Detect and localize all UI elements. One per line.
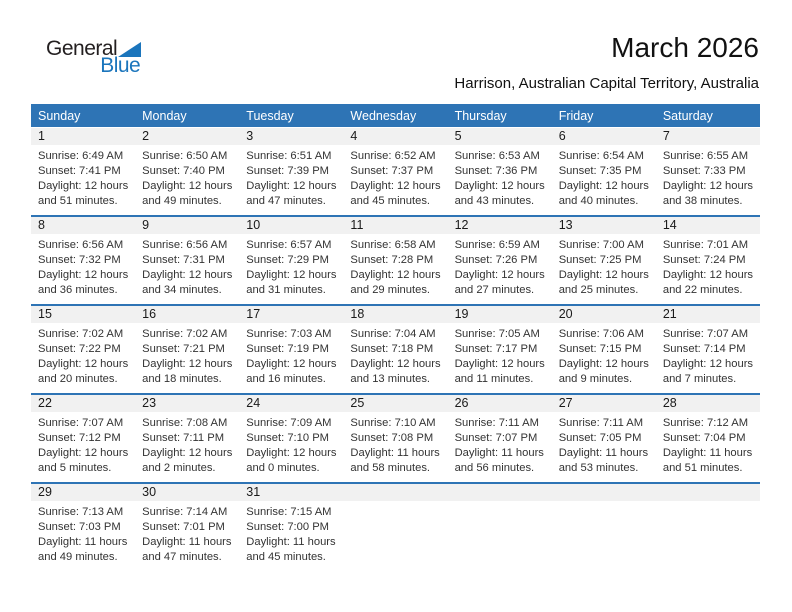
day-number: 30 — [135, 484, 239, 501]
day-cell-21 — [656, 306, 760, 393]
daylight-line-1: Daylight: 12 hours — [38, 357, 129, 370]
daylight-line-2: and 22 minutes. — [662, 283, 743, 296]
day-cell-22 — [31, 395, 135, 482]
daylight-line-1: Daylight: 12 hours — [350, 179, 441, 192]
day-cell-24 — [239, 395, 343, 482]
day-details — [552, 501, 656, 571]
daylight-line-1: Daylight: 12 hours — [454, 179, 545, 192]
day-details — [135, 323, 239, 393]
daylight-line-2: and 53 minutes. — [558, 461, 639, 474]
day-number: 4 — [343, 128, 447, 145]
daylight-line-1: Daylight: 12 hours — [454, 268, 545, 281]
daylight-line-2: and 11 minutes. — [454, 372, 534, 385]
daylight-line-1: Daylight: 11 hours — [662, 446, 753, 459]
sunrise-line: Sunrise: 7:11 AM — [454, 417, 539, 429]
sunset-line: Sunset: 7:05 PM — [558, 431, 642, 444]
daylight-line-1: Daylight: 12 hours — [662, 179, 754, 192]
page-title: March 2026 — [611, 32, 759, 63]
daylight-line-1: Daylight: 12 hours — [558, 179, 649, 192]
week-row-3 — [31, 304, 760, 393]
sunrise-line: Sunrise: 6:56 AM — [142, 239, 228, 251]
day-number: 5 — [448, 128, 552, 145]
day-number: 9 — [135, 217, 239, 234]
sunrise-line: Sunrise: 6:54 AM — [558, 150, 644, 162]
sunrise-line: Sunrise: 7:02 AM — [142, 328, 228, 340]
day-cell-29 — [31, 484, 135, 571]
day-details — [135, 501, 239, 571]
day-cell-18 — [343, 306, 447, 393]
day-number: 18 — [343, 306, 447, 323]
daylight-line-1: Daylight: 11 hours — [142, 535, 232, 548]
day-cell-2 — [135, 128, 239, 215]
daylight-line-1: Daylight: 11 hours — [246, 535, 336, 548]
sunrise-line: Sunrise: 7:07 AM — [38, 417, 124, 429]
day-details — [135, 412, 239, 482]
sunset-line: Sunset: 7:29 PM — [246, 253, 329, 266]
day-number: 17 — [239, 306, 343, 323]
day-details — [343, 145, 447, 215]
day-cell-7 — [656, 128, 760, 215]
day-number: 22 — [31, 395, 135, 412]
day-cell-11 — [343, 217, 447, 304]
daylight-line-1: Daylight: 12 hours — [142, 268, 233, 281]
day-details — [31, 412, 135, 482]
daylight-line-2: and 45 minutes. — [246, 550, 326, 563]
day-details — [448, 501, 552, 571]
day-number: 14 — [656, 217, 760, 234]
day-number: 20 — [552, 306, 656, 323]
daylight-line-1: Daylight: 12 hours — [142, 446, 233, 459]
daylight-line-2: and 36 minutes. — [38, 283, 118, 296]
day-cell-empty — [448, 484, 552, 571]
day-number: 13 — [552, 217, 656, 234]
day-details — [31, 323, 135, 393]
sunset-line: Sunset: 7:31 PM — [142, 253, 225, 266]
sunrise-line: Sunrise: 7:13 AM — [38, 506, 124, 518]
sunset-line: Sunset: 7:39 PM — [246, 164, 329, 177]
sunrise-line: Sunrise: 6:58 AM — [350, 239, 436, 251]
day-number: 21 — [656, 306, 760, 323]
day-cell-13 — [552, 217, 656, 304]
daylight-line-1: Daylight: 12 hours — [38, 268, 129, 281]
sunset-line: Sunset: 7:26 PM — [454, 253, 538, 266]
day-details — [448, 145, 552, 215]
weekday-header-monday: Monday — [142, 108, 187, 123]
sunrise-line: Sunrise: 6:55 AM — [662, 150, 749, 162]
day-details — [239, 501, 343, 571]
sunset-line: Sunset: 7:17 PM — [454, 342, 538, 355]
sunset-line: Sunset: 7:40 PM — [142, 164, 225, 177]
calendar — [31, 104, 760, 571]
day-details — [135, 234, 239, 304]
day-cell-5 — [448, 128, 552, 215]
sunset-line: Sunset: 7:28 PM — [350, 253, 434, 266]
sunrise-line: Sunrise: 6:53 AM — [454, 150, 540, 162]
sunrise-line: Sunrise: 7:14 AM — [142, 506, 228, 518]
sunrise-line: Sunrise: 7:05 AM — [454, 328, 540, 340]
sunrise-line: Sunrise: 7:10 AM — [350, 417, 436, 429]
sunset-line: Sunset: 7:21 PM — [142, 342, 225, 355]
day-cell-6 — [552, 128, 656, 215]
day-details — [656, 234, 760, 304]
day-details — [239, 323, 343, 393]
calendar-grid — [31, 128, 760, 571]
sunset-line: Sunset: 7:32 PM — [38, 253, 121, 266]
day-details — [448, 323, 552, 393]
week-row-1 — [31, 128, 760, 215]
day-details — [552, 323, 656, 393]
day-cell-25 — [343, 395, 447, 482]
daylight-line-2: and 2 minutes. — [142, 461, 216, 474]
sunset-line: Sunset: 7:15 PM — [558, 342, 642, 355]
sunset-line: Sunset: 7:11 PM — [142, 431, 225, 444]
sunset-line: Sunset: 7:37 PM — [350, 164, 434, 177]
day-details — [343, 234, 447, 304]
day-number: 16 — [135, 306, 239, 323]
sunrise-line: Sunrise: 6:59 AM — [454, 239, 540, 251]
daylight-line-2: and 58 minutes. — [350, 461, 431, 474]
day-number: 31 — [239, 484, 343, 501]
daylight-line-1: Daylight: 12 hours — [38, 446, 129, 459]
sunset-line: Sunset: 7:04 PM — [662, 431, 746, 444]
day-details — [552, 412, 656, 482]
day-details — [31, 234, 135, 304]
daylight-line-2: and 7 minutes. — [662, 372, 737, 385]
day-number: 29 — [31, 484, 135, 501]
day-cell-14 — [656, 217, 760, 304]
daylight-line-2: and 51 minutes. — [38, 194, 118, 207]
week-row-4 — [31, 393, 760, 482]
sunset-line: Sunset: 7:19 PM — [246, 342, 329, 355]
sunset-line: Sunset: 7:14 PM — [662, 342, 746, 355]
day-details — [239, 412, 343, 482]
daylight-line-1: Daylight: 12 hours — [454, 357, 545, 370]
sunrise-line: Sunrise: 7:06 AM — [558, 328, 644, 340]
daylight-line-1: Daylight: 12 hours — [246, 357, 337, 370]
daylight-line-1: Daylight: 12 hours — [142, 179, 233, 192]
day-details — [448, 234, 552, 304]
daylight-line-1: Daylight: 12 hours — [662, 357, 754, 370]
daylight-line-1: Daylight: 12 hours — [558, 268, 649, 281]
day-details — [656, 412, 760, 482]
sunrise-line: Sunrise: 7:04 AM — [350, 328, 436, 340]
daylight-line-2: and 51 minutes. — [662, 461, 743, 474]
day-details — [448, 412, 552, 482]
daylight-line-2: and 49 minutes. — [38, 550, 118, 563]
brand-name-blue: Blue — [100, 54, 141, 77]
day-number: 7 — [656, 128, 760, 145]
day-details — [552, 145, 656, 215]
weekday-header-wednesday: Wednesday — [350, 108, 417, 123]
sunrise-line: Sunrise: 7:03 AM — [246, 328, 332, 340]
sunset-line: Sunset: 7:10 PM — [246, 431, 329, 444]
sunset-line: Sunset: 7:35 PM — [558, 164, 642, 177]
sunset-line: Sunset: 7:25 PM — [558, 253, 642, 266]
daylight-line-1: Daylight: 12 hours — [246, 179, 337, 192]
sunrise-line: Sunrise: 7:08 AM — [142, 417, 228, 429]
page-subtitle: Harrison, Australian Capital Territory, Australia — [454, 75, 759, 92]
daylight-line-2: and 20 minutes. — [38, 372, 118, 385]
day-number — [343, 484, 447, 501]
day-cell-26 — [448, 395, 552, 482]
daylight-line-1: Daylight: 12 hours — [662, 268, 754, 281]
day-number: 25 — [343, 395, 447, 412]
weekday-header-tuesday: Tuesday — [246, 108, 294, 123]
day-number: 27 — [552, 395, 656, 412]
day-number — [448, 484, 552, 501]
sunset-line: Sunset: 7:22 PM — [38, 342, 121, 355]
day-cell-17 — [239, 306, 343, 393]
daylight-line-2: and 47 minutes. — [142, 550, 222, 563]
sunrise-line: Sunrise: 6:52 AM — [350, 150, 436, 162]
daylight-line-2: and 5 minutes. — [38, 461, 112, 474]
day-number: 28 — [656, 395, 760, 412]
daylight-line-2: and 45 minutes. — [350, 194, 431, 207]
sunrise-line: Sunrise: 6:50 AM — [142, 150, 228, 162]
day-cell-empty — [656, 484, 760, 571]
day-cell-23 — [135, 395, 239, 482]
daylight-line-2: and 49 minutes. — [142, 194, 222, 207]
day-details — [656, 501, 760, 571]
day-cell-empty — [343, 484, 447, 571]
day-number: 19 — [448, 306, 552, 323]
day-number — [552, 484, 656, 501]
day-number: 1 — [31, 128, 135, 145]
daylight-line-1: Daylight: 11 hours — [558, 446, 649, 459]
week-row-5 — [31, 482, 760, 571]
weekday-header-sunday: Sunday — [38, 108, 81, 123]
daylight-line-1: Daylight: 11 hours — [350, 446, 440, 459]
sunset-line: Sunset: 7:07 PM — [454, 431, 538, 444]
day-number: 10 — [239, 217, 343, 234]
day-cell-15 — [31, 306, 135, 393]
sunset-line: Sunset: 7:03 PM — [38, 520, 121, 533]
day-details — [343, 501, 447, 571]
day-details — [135, 145, 239, 215]
sunset-line: Sunset: 7:08 PM — [350, 431, 434, 444]
sunrise-line: Sunrise: 7:12 AM — [662, 417, 749, 429]
daylight-line-1: Daylight: 12 hours — [558, 357, 649, 370]
day-cell-empty — [552, 484, 656, 571]
sunrise-line: Sunrise: 6:57 AM — [246, 239, 332, 251]
day-number: 8 — [31, 217, 135, 234]
sunset-line: Sunset: 7:36 PM — [454, 164, 538, 177]
sunset-line: Sunset: 7:01 PM — [142, 520, 225, 533]
daylight-line-2: and 16 minutes. — [246, 372, 326, 385]
day-number: 26 — [448, 395, 552, 412]
daylight-line-2: and 0 minutes. — [246, 461, 320, 474]
day-details — [343, 412, 447, 482]
daylight-line-1: Daylight: 12 hours — [350, 268, 441, 281]
day-cell-28 — [656, 395, 760, 482]
brand-logo — [46, 38, 141, 76]
sunset-line: Sunset: 7:12 PM — [38, 431, 121, 444]
day-cell-1 — [31, 128, 135, 215]
day-details — [239, 145, 343, 215]
day-details — [31, 501, 135, 571]
daylight-line-2: and 29 minutes. — [350, 283, 431, 296]
day-cell-12 — [448, 217, 552, 304]
day-number — [656, 484, 760, 501]
day-cell-8 — [31, 217, 135, 304]
weekday-header-thursday: Thursday — [454, 108, 507, 123]
day-details — [656, 145, 760, 215]
sunrise-line: Sunrise: 7:01 AM — [662, 239, 749, 251]
daylight-line-1: Daylight: 12 hours — [246, 268, 337, 281]
daylight-line-2: and 34 minutes. — [142, 283, 222, 296]
daylight-line-2: and 9 minutes. — [558, 372, 633, 385]
brand-name-general: General — [46, 37, 118, 60]
sunset-line: Sunset: 7:18 PM — [350, 342, 434, 355]
week-row-2 — [31, 215, 760, 304]
header-titles — [454, 32, 759, 92]
day-cell-10 — [239, 217, 343, 304]
daylight-line-2: and 27 minutes. — [454, 283, 535, 296]
day-details — [552, 234, 656, 304]
sunrise-line: Sunrise: 6:56 AM — [38, 239, 124, 251]
daylight-line-2: and 43 minutes. — [454, 194, 535, 207]
day-cell-9 — [135, 217, 239, 304]
day-number: 6 — [552, 128, 656, 145]
day-number: 2 — [135, 128, 239, 145]
day-details — [343, 323, 447, 393]
day-number: 11 — [343, 217, 447, 234]
day-number: 12 — [448, 217, 552, 234]
day-details — [31, 145, 135, 215]
day-number: 15 — [31, 306, 135, 323]
weekday-header-friday: Friday — [558, 108, 594, 123]
day-details — [239, 234, 343, 304]
day-details — [656, 323, 760, 393]
weekday-header-row — [31, 104, 760, 127]
sunset-line: Sunset: 7:33 PM — [662, 164, 746, 177]
day-cell-16 — [135, 306, 239, 393]
day-cell-20 — [552, 306, 656, 393]
sunrise-line: Sunrise: 6:51 AM — [246, 150, 332, 162]
daylight-line-2: and 13 minutes. — [350, 372, 431, 385]
day-cell-31 — [239, 484, 343, 571]
daylight-line-1: Daylight: 12 hours — [350, 357, 441, 370]
sunrise-line: Sunrise: 7:02 AM — [38, 328, 124, 340]
sunset-line: Sunset: 7:24 PM — [662, 253, 746, 266]
daylight-line-1: Daylight: 11 hours — [38, 535, 128, 548]
sunrise-line: Sunrise: 7:15 AM — [246, 506, 332, 518]
daylight-line-2: and 47 minutes. — [246, 194, 326, 207]
daylight-line-1: Daylight: 12 hours — [246, 446, 337, 459]
daylight-line-2: and 25 minutes. — [558, 283, 639, 296]
day-cell-4 — [343, 128, 447, 215]
day-number: 24 — [239, 395, 343, 412]
daylight-line-2: and 40 minutes. — [558, 194, 639, 207]
daylight-line-1: Daylight: 12 hours — [38, 179, 129, 192]
sunrise-line: Sunrise: 7:09 AM — [246, 417, 332, 429]
daylight-line-2: and 56 minutes. — [454, 461, 535, 474]
day-cell-30 — [135, 484, 239, 571]
daylight-line-1: Daylight: 12 hours — [142, 357, 233, 370]
day-number: 23 — [135, 395, 239, 412]
daylight-line-2: and 18 minutes. — [142, 372, 222, 385]
sunrise-line: Sunrise: 7:11 AM — [558, 417, 644, 429]
sunset-line: Sunset: 7:41 PM — [38, 164, 121, 177]
day-number: 3 — [239, 128, 343, 145]
day-cell-27 — [552, 395, 656, 482]
sunrise-line: Sunrise: 7:00 AM — [558, 239, 644, 251]
daylight-line-1: Daylight: 11 hours — [454, 446, 544, 459]
weekday-header-saturday: Saturday — [662, 108, 713, 123]
sunset-line: Sunset: 7:00 PM — [246, 520, 329, 533]
day-cell-3 — [239, 128, 343, 215]
day-cell-19 — [448, 306, 552, 393]
sunrise-line: Sunrise: 7:07 AM — [662, 328, 749, 340]
sunrise-line: Sunrise: 6:49 AM — [38, 150, 124, 162]
daylight-line-2: and 31 minutes. — [246, 283, 326, 296]
daylight-line-2: and 38 minutes. — [662, 194, 743, 207]
